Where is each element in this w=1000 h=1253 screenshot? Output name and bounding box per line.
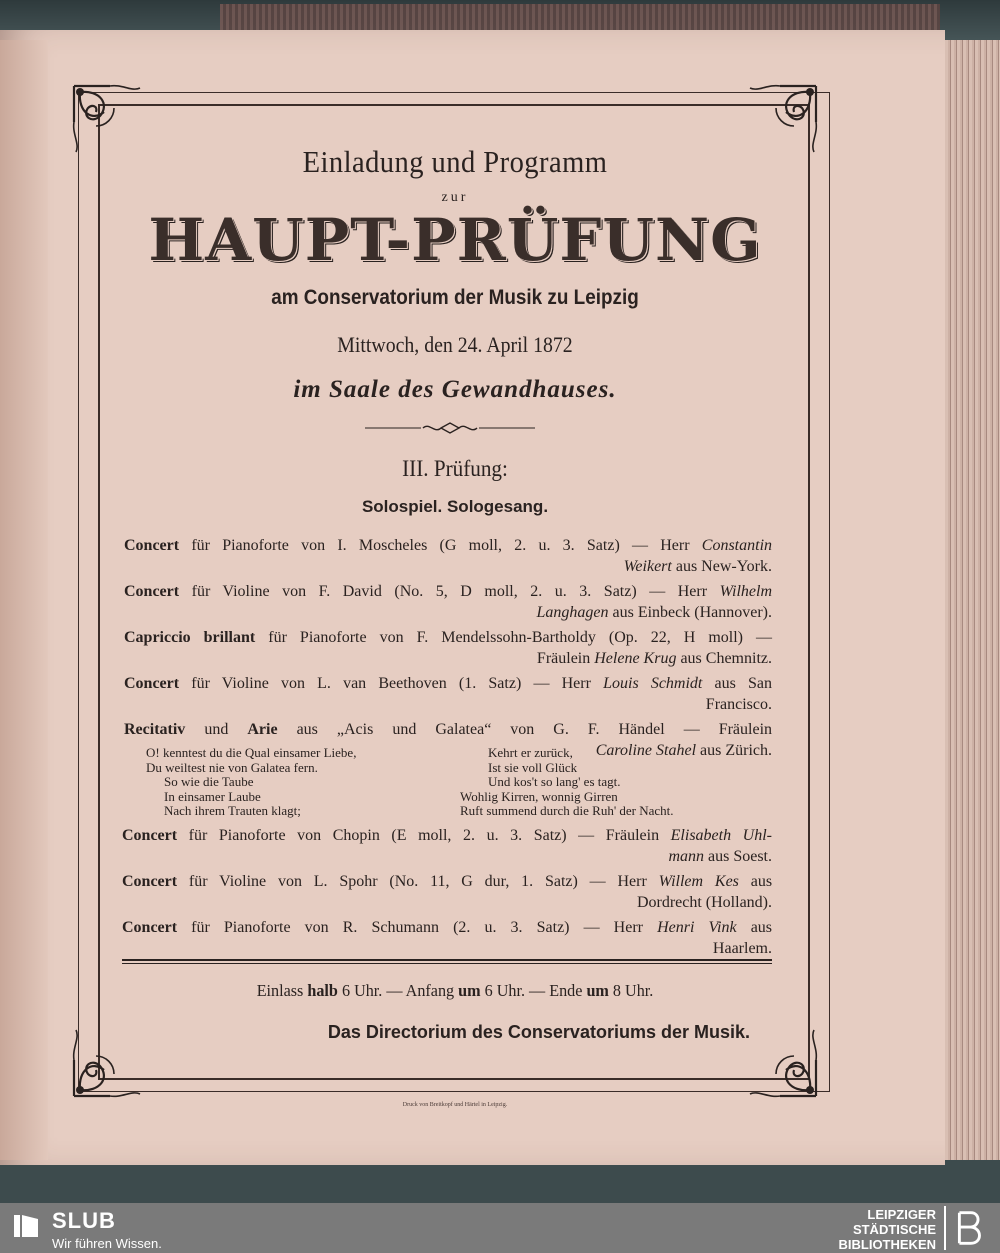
lyrics-right-column: [460, 746, 674, 819]
performer-origin: Haarlem.: [712, 939, 772, 957]
program-entry: [124, 674, 772, 715]
lyric-line: Ruft summend durch die Ruh' der Nacht.: [460, 803, 674, 818]
library-footer: [0, 1203, 1000, 1253]
program-entry: [124, 628, 772, 669]
binding-cloth: [220, 4, 940, 32]
piece-details: für Pianoforte von F. Mendelssohn-Bartholdy (Op. 22, H moll) —: [268, 629, 773, 646]
performer-origin: aus: [750, 919, 773, 936]
piece-title: Concert: [124, 537, 180, 554]
performer-name: Elisabeth Uhl-: [670, 827, 772, 844]
venue: im Saale des Gewandhauses.: [293, 376, 617, 403]
piece-title: Recitativ: [124, 721, 186, 738]
schedule-um: um: [458, 981, 481, 1000]
slub-name: SLUB: [52, 1208, 116, 1233]
lyric-line: Du weiltest nie von Galatea fern.: [146, 759, 318, 775]
performer-origin: aus Chemnitz.: [680, 649, 772, 667]
performer-origin: aus Einbeck (Hannover).: [612, 603, 772, 621]
lsb-line: LEIPZIGER: [867, 1207, 936, 1222]
intro-zur: zur: [441, 190, 469, 205]
piece-connector: und: [204, 721, 229, 738]
lyric-line: Nach ihrem Trauten klagt;: [164, 803, 301, 818]
performer-name: mann: [668, 847, 704, 865]
lyrics-left-column: [146, 746, 356, 819]
performer-origin: aus San: [714, 675, 773, 692]
performer-name: Henri Vink: [657, 919, 737, 936]
event-date: Mittwoch, den 24. April 1872: [337, 332, 573, 357]
performer-name: Langhagen: [536, 603, 609, 621]
performer-origin: Dordrecht (Holland).: [636, 893, 772, 911]
program-entry: [124, 582, 772, 623]
piece-details: für Pianoforte von Chopin (E moll, 2. u. 3. Satz) — Fräulein: [188, 827, 660, 844]
divider-ornament-icon: [365, 420, 535, 436]
exam-heading: III. Prüfung:: [402, 456, 508, 481]
program-entry: [122, 826, 772, 867]
schedule-line: [118, 981, 793, 1001]
lyric-line: Und kos't so lang' es tagt.: [488, 774, 621, 789]
piece-details: für Violine von L. Spohr (No. 11, G dur, 1. Satz) — Herr: [188, 873, 647, 890]
lyric-line: In einsamer Laube: [164, 788, 261, 804]
schedule-halb: halb: [307, 981, 338, 1000]
piece-title: Concert: [124, 675, 180, 692]
piece-title: Concert: [122, 919, 178, 936]
lsb-logo-icon: [944, 1206, 990, 1250]
institution: am Conservatorium der Musik zu Leipzig: [271, 286, 639, 309]
piece-title: Concert: [122, 873, 178, 890]
schedule-acht: 8 Uhr.: [612, 981, 654, 1000]
program-entry: [124, 536, 772, 577]
performer-name: Caroline Stahel: [595, 741, 697, 759]
lyric-line: O! kenntest du die Qual einsamer Liebe,: [146, 745, 357, 760]
piece-title: Arie: [247, 721, 278, 738]
lsb-line: BIBLIOTHEKEN: [838, 1237, 936, 1252]
piece-title: Capriccio brillant: [124, 629, 256, 646]
performer-origin: aus Soest.: [708, 847, 772, 865]
lyrics-block: [146, 746, 766, 822]
performer-name: Louis Schmidt: [603, 675, 703, 692]
exam-subtitle: Solospiel. Sologesang.: [361, 497, 549, 516]
printer-imprint: Druck von Breitkopf und Härtel in Leipzig.: [402, 1102, 508, 1108]
schedule-anfang: 6 Uhr. — Anfang: [341, 981, 455, 1000]
performer-name: Wilhelm: [719, 583, 773, 600]
performer-origin: aus: [750, 873, 773, 890]
performer-origin: aus Zürich.: [700, 741, 772, 759]
piece-details: für Pianoforte von R. Schumann (2. u. 3. Satz) — Herr: [191, 919, 643, 936]
performer-name: Willem Kes: [658, 873, 739, 890]
piece-title: Concert: [122, 827, 178, 844]
piece-details: für Pianoforte von I. Moscheles (G moll, 2. u. 3. Satz) — Herr: [191, 537, 690, 554]
piece-details: für Violine von L. van Beethoven (1. Satz) — Herr: [191, 675, 591, 692]
schedule-um: um: [586, 981, 609, 1000]
lyric-line: Wohlig Kirren, wonnig Girren: [460, 788, 618, 804]
divider-rule: [122, 963, 772, 964]
performer-origin: aus New-York.: [675, 557, 772, 575]
lyric-line: Kehrt er zurück,: [488, 745, 573, 760]
page-curl: [0, 40, 48, 1160]
intro-title: Einladung und Programm: [302, 144, 608, 179]
program-entry: [122, 918, 772, 959]
schedule-ende: 6 Uhr. — Ende: [484, 981, 583, 1000]
program-entry: [122, 872, 772, 913]
slub-slogan: Wir führen Wissen.: [52, 1236, 162, 1251]
program-list: [124, 536, 772, 766]
lyric-line: Ist sie voll Glück: [488, 759, 578, 775]
performer-origin: Francisco.: [705, 695, 772, 713]
signature-directorium: Das Directorium des Conservatoriums der Musik.: [327, 1022, 750, 1042]
lyric-line: So wie die Taube: [164, 774, 254, 789]
performer-name: Constantin: [701, 537, 773, 554]
performer-title: Fräulein: [536, 649, 591, 667]
performer-name: Helene Krug: [594, 649, 677, 667]
slub-logo-icon: [12, 1211, 42, 1241]
piece-title: Concert: [124, 583, 180, 600]
performer-name: Weikert: [623, 557, 672, 575]
main-title: HAUPT-PRÜFUNG: [148, 206, 762, 274]
schedule-einlass: Einlass: [256, 981, 304, 1000]
lsb-name: [839, 1207, 937, 1252]
program-list-continued: [122, 826, 772, 964]
piece-details: für Violine von F. David (No. 5, D moll, 2. u. 3. Satz) — Herr: [191, 583, 708, 600]
divider-rule: [122, 959, 772, 961]
lsb-line: STÄDTISCHE: [852, 1222, 936, 1237]
piece-details: aus „Acis und Galatea“ von G. F. Händel — Fräulein: [296, 721, 773, 738]
